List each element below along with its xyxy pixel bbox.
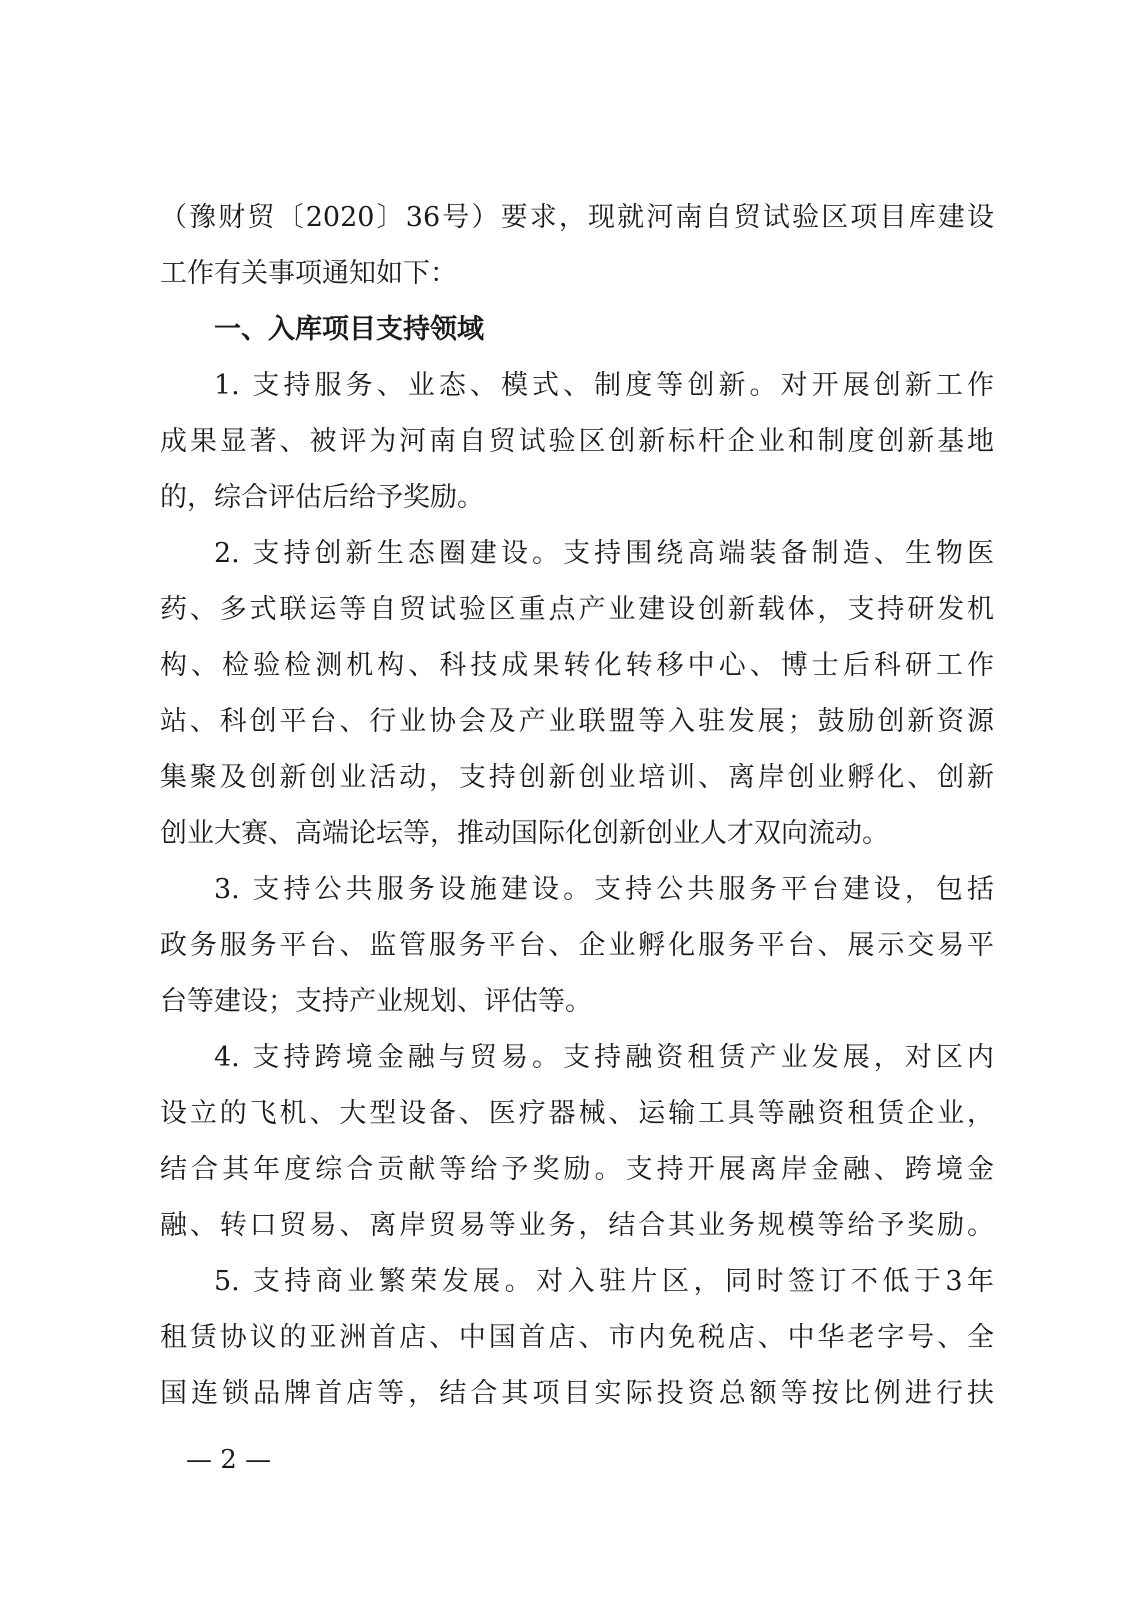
- paragraph-2-line: 集聚及创新创业活动，支持创新创业培训、离岸创业孵化、创新: [160, 762, 994, 793]
- paragraph-3-line: 台等建设；支持产业规划、评估等。: [160, 986, 592, 1017]
- paragraph-1-line: 成果显著、被评为河南自贸试验区创新标杆企业和制度创新基地: [160, 426, 994, 457]
- section-heading: 一、入库项目支持领域: [214, 314, 484, 345]
- paragraph-5-line: 国连锁品牌首店等，结合其项目实际投资总额等按比例进行扶: [160, 1378, 994, 1409]
- paragraph-4-line: 结合其年度综合贡献等给予奖励。支持开展离岸金融、跨境金: [160, 1154, 994, 1185]
- paragraph-4-line: 设立的飞机、大型设备、医疗器械、运输工具等融资租赁企业，: [160, 1098, 994, 1129]
- paragraph-2-line: 构、检验检测机构、科技成果转化转移中心、博士后科研工作: [160, 650, 994, 681]
- paragraph-1-line: 的，综合评估后给予奖励。: [160, 482, 484, 513]
- paragraph-5-line: 租赁协议的亚洲首店、中国首店、市内免税店、中华老字号、全: [160, 1322, 994, 1353]
- paragraph-3-line: 政务服务平台、监管服务平台、企业孵化服务平台、展示交易平: [160, 930, 994, 961]
- paragraph-5-line: 5. 支持商业繁荣发展。对入驻片区，同时签订不低于3年: [214, 1266, 994, 1297]
- paragraph-2-line: 站、科创平台、行业协会及产业联盟等入驻发展；鼓励创新资源: [160, 706, 994, 737]
- paragraph-2-line: 药、多式联运等自贸试验区重点产业建设创新载体，支持研发机: [160, 594, 994, 625]
- body-line: 工作有关事项通知如下：: [160, 258, 457, 289]
- paragraph-2-line: 创业大赛、高端论坛等，推动国际化创新创业人才双向流动。: [160, 818, 889, 849]
- paragraph-1-line: 1. 支持服务、业态、模式、制度等创新。对开展创新工作: [214, 370, 994, 401]
- body-line: （豫财贸〔2020〕36号）要求，现就河南自贸试验区项目库建设: [160, 202, 994, 233]
- page-number: — 2 —: [186, 1445, 272, 1475]
- paragraph-3-line: 3. 支持公共服务设施建设。支持公共服务平台建设，包括: [214, 874, 994, 905]
- paragraph-2-line: 2. 支持创新生态圈建设。支持围绕高端装备制造、生物医: [214, 538, 994, 569]
- paragraph-4-line: 融、转口贸易、离岸贸易等业务，结合其业务规模等给予奖励。: [160, 1210, 994, 1241]
- paragraph-4-line: 4. 支持跨境金融与贸易。支持融资租赁产业发展，对区内: [214, 1042, 994, 1073]
